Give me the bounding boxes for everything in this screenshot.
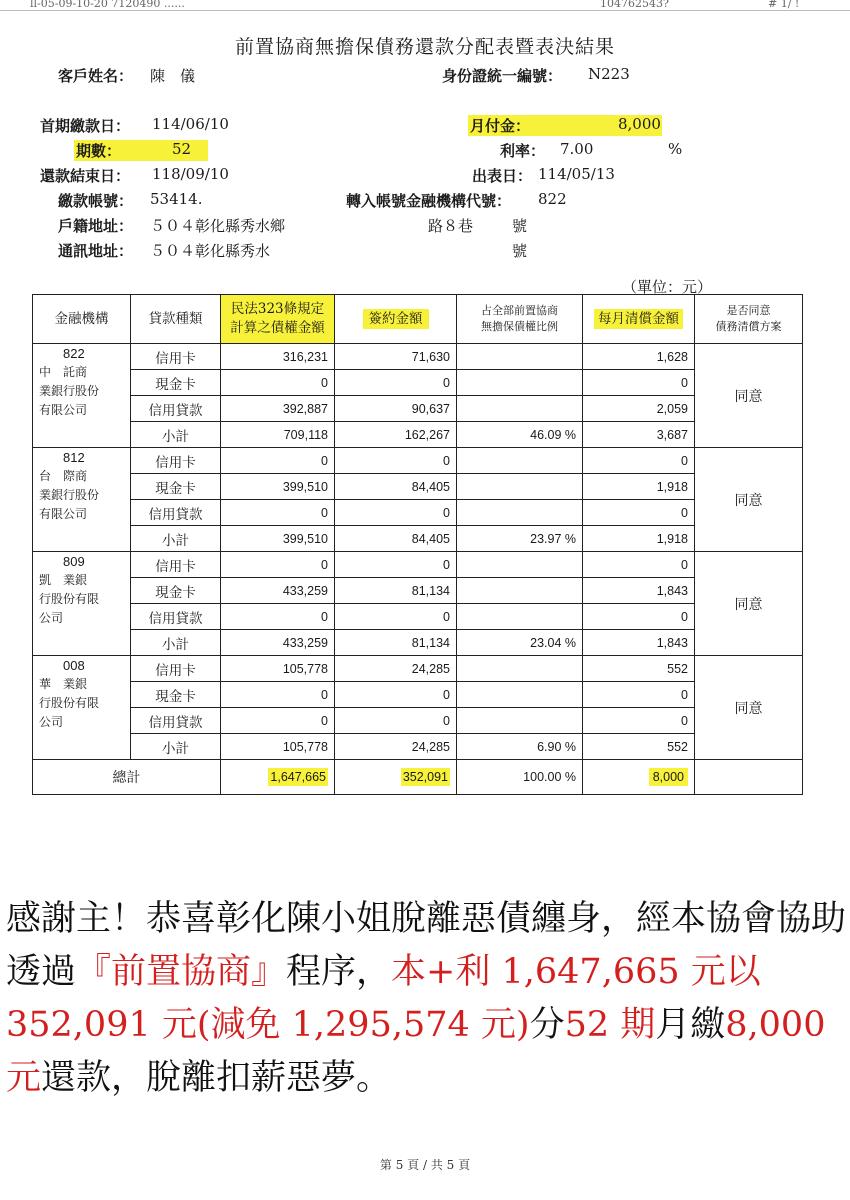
- institution-code: 812: [63, 450, 85, 465]
- col-agree-line1: 是否同意: [726, 304, 771, 317]
- col-claim-line2: 計算之債權金額: [230, 320, 325, 336]
- contract-amount-cell: 0: [335, 604, 457, 630]
- loan-type-cell: 小計: [131, 422, 221, 448]
- claim-amount-cell: 392,887: [221, 396, 335, 422]
- claim-amount-cell: 0: [221, 708, 335, 734]
- claim-amount-cell: 0: [221, 604, 335, 630]
- page-footer: 第 5 頁 / 共 5 頁: [379, 1158, 471, 1172]
- caption-part9: 還款，脫離扣薪惡夢。: [41, 1058, 392, 1098]
- monthly-payment-cell: 1,843: [583, 578, 695, 604]
- loan-type-cell: 信用卡: [131, 344, 221, 370]
- institution-name-line: 業銀行股份: [39, 384, 100, 398]
- monthly-payment-cell: 0: [583, 448, 695, 474]
- claim-amount-cell: 0: [221, 500, 335, 526]
- contract-amount-cell: 0: [335, 682, 457, 708]
- col-contract-amount: [335, 295, 457, 344]
- total-claim-value: 1,647,665: [270, 770, 326, 784]
- col-monthly: [583, 295, 695, 344]
- contract-amount-cell: 90,637: [335, 396, 457, 422]
- claim-amount-cell: 0: [221, 448, 335, 474]
- id-value: N223: [588, 65, 630, 83]
- institution-name-line: 有限公司: [39, 507, 88, 521]
- id-label: 身份證統一編號：: [442, 67, 563, 85]
- institution-name-line: 台 際商: [39, 469, 88, 483]
- mail-address-label: 通訊地址：: [58, 242, 134, 260]
- loan-type-cell: 信用卡: [131, 448, 221, 474]
- contract-amount-cell: 84,405: [335, 526, 457, 552]
- account-label: 繳款帳號：: [58, 192, 134, 210]
- loan-type-cell: 小計: [131, 526, 221, 552]
- loan-type-cell: 信用貸款: [131, 500, 221, 526]
- monthly-payment-cell: 0: [583, 500, 695, 526]
- monthly-payment-cell: 1,628: [583, 344, 695, 370]
- table-row: [33, 734, 803, 760]
- caption-part5: 分: [529, 1005, 565, 1045]
- institution-name-line: 行股份有限: [39, 592, 100, 606]
- contract-amount-cell: 0: [335, 500, 457, 526]
- customer-label: 客戶姓名：: [58, 67, 134, 85]
- table-row: [33, 344, 803, 370]
- loan-type-cell: 小計: [131, 630, 221, 656]
- institution-name-line: 行股份有限: [39, 696, 100, 710]
- claim-amount-cell: 433,259: [221, 630, 335, 656]
- col-monthly-label: 每月清償金額: [594, 309, 683, 329]
- caption-part7: 月繳: [655, 1005, 726, 1045]
- claim-amount-cell: 316,231: [221, 344, 335, 370]
- contract-amount-cell: 0: [335, 370, 457, 396]
- contract-amount-cell: 24,285: [335, 734, 457, 760]
- mail-address-value: ５０４彰化縣秀水: [150, 242, 271, 260]
- col-loan-type: 貸款種類: [131, 295, 221, 344]
- monthly-payment-cell: 0: [583, 708, 695, 734]
- contract-amount-cell: 84,405: [335, 474, 457, 500]
- institution-name-line: 凱 業銀: [39, 573, 88, 587]
- monthly-payment-cell: 0: [583, 552, 695, 578]
- account-value: 53414.: [150, 190, 203, 208]
- loan-type-cell: 現金卡: [131, 474, 221, 500]
- agree-cell: 同意: [695, 552, 803, 656]
- table-row: [33, 578, 803, 604]
- institution-cell: [33, 344, 131, 448]
- monthly-payment-cell: 0: [583, 370, 695, 396]
- loan-type-cell: 信用卡: [131, 656, 221, 682]
- claim-amount-cell: 433,259: [221, 578, 335, 604]
- ratio-cell: [457, 396, 583, 422]
- monthly-payment-cell: 0: [583, 682, 695, 708]
- rate-unit: %: [668, 140, 683, 158]
- total-contract: [335, 760, 457, 795]
- institution-code: 822: [63, 346, 85, 361]
- claim-amount-cell: 0: [221, 370, 335, 396]
- agree-cell: 同意: [695, 344, 803, 448]
- loan-type-cell: 小計: [131, 734, 221, 760]
- col-ratio-line2: 無擔保債權比例: [481, 320, 558, 333]
- ratio-cell: 23.97 %: [457, 526, 583, 552]
- caption-part3: 程序，: [286, 952, 392, 992]
- col-ratio: [457, 295, 583, 344]
- institution-cell: [33, 448, 131, 552]
- loan-type-cell: 信用貸款: [131, 604, 221, 630]
- ratio-cell: [457, 682, 583, 708]
- contract-amount-cell: 0: [335, 708, 457, 734]
- fax-page-mark: # 1/ !: [768, 0, 800, 10]
- institution-name-line: 華 業銀: [39, 677, 88, 691]
- agree-cell: 同意: [695, 448, 803, 552]
- table-header-row: [33, 295, 803, 344]
- col-agree: [695, 295, 803, 344]
- col-institution: 金融機構: [33, 295, 131, 344]
- institution-code: 008: [63, 658, 85, 673]
- customer-value: 陳 儀: [150, 67, 196, 85]
- monthly-payment-cell: 1,843: [583, 630, 695, 656]
- bank-code-label: 轉入帳號金融機構代號：: [346, 192, 512, 210]
- caption-part6: 52 期: [564, 1005, 656, 1045]
- total-contract-value: 352,091: [402, 770, 448, 784]
- ratio-cell: [457, 604, 583, 630]
- ratio-cell: [457, 370, 583, 396]
- ratio-cell: [457, 500, 583, 526]
- caption-part2: 『前置協商』: [76, 952, 287, 992]
- table-row: [33, 630, 803, 656]
- end-date-label: 還款結束日：: [40, 167, 131, 185]
- total-monthly: [583, 760, 695, 795]
- first-pay-value: 114/06/10: [152, 115, 229, 133]
- institution-cell: [33, 552, 131, 656]
- claim-amount-cell: 709,118: [221, 422, 335, 448]
- col-agree-line2: 債務清償方案: [715, 320, 782, 333]
- loan-type-cell: 現金卡: [131, 578, 221, 604]
- testimonial-caption: [6, 893, 846, 1105]
- monthly-payment-cell: 552: [583, 734, 695, 760]
- mail-address-tail: 號: [512, 242, 528, 260]
- claim-amount-cell: 0: [221, 552, 335, 578]
- document-title: 前置協商無擔保債務還款分配表暨表決結果: [234, 36, 615, 58]
- contract-amount-cell: 0: [335, 448, 457, 474]
- total-ratio: 100.00 %: [457, 760, 583, 795]
- table-body: [33, 344, 803, 760]
- monthly-payment-cell: 552: [583, 656, 695, 682]
- contract-amount-cell: 0: [335, 552, 457, 578]
- institution-name-line: 中 託商: [39, 365, 88, 379]
- loan-type-cell: 信用貸款: [131, 396, 221, 422]
- table-row: [33, 656, 803, 682]
- ratio-cell: [457, 552, 583, 578]
- fax-header-right: 104762543?: [600, 0, 669, 10]
- claim-amount-cell: 105,778: [221, 734, 335, 760]
- monthly-pay-label: 月付金：: [470, 117, 531, 135]
- ratio-cell: [457, 344, 583, 370]
- total-agree-empty: [695, 760, 803, 795]
- ratio-cell: [457, 448, 583, 474]
- issue-date-label: 出表日：: [472, 167, 533, 185]
- claim-amount-cell: 105,778: [221, 656, 335, 682]
- col-contract-label: 簽約金額: [363, 309, 429, 329]
- contract-amount-cell: 81,134: [335, 630, 457, 656]
- monthly-payment-cell: 2,059: [583, 396, 695, 422]
- rate-value: 7.00: [560, 140, 594, 158]
- table-row: [33, 448, 803, 474]
- institution-name-line: 業銀行股份: [39, 488, 100, 502]
- table-row: [33, 526, 803, 552]
- ratio-cell: 6.90 %: [457, 734, 583, 760]
- first-pay-label: 首期繳款日：: [40, 117, 131, 135]
- table-row: [33, 474, 803, 500]
- institution-name-line: 公司: [39, 611, 64, 625]
- col-ratio-line1: 占全部前置協商: [481, 304, 558, 317]
- col-claim-line1: 民法323條規定: [230, 301, 325, 317]
- reg-address-no: 號: [512, 217, 528, 235]
- periods-label: 期數：: [76, 142, 122, 160]
- reg-address-value: ５０４彰化縣秀水鄉: [150, 217, 286, 235]
- institution-name-line: 公司: [39, 715, 64, 729]
- ratio-cell: 46.09 %: [457, 422, 583, 448]
- monthly-pay-value: 8,000: [618, 115, 661, 133]
- caption-part8: 8,000 元: [6, 1005, 826, 1098]
- total-claim: [221, 760, 335, 795]
- table-row: [33, 552, 803, 578]
- fax-header-left: ll-05-09-10-20 7120490 ......: [30, 0, 185, 10]
- reg-address-tail: 路８巷: [428, 217, 474, 235]
- claim-amount-cell: 399,510: [221, 474, 335, 500]
- agree-cell: 同意: [695, 656, 803, 760]
- table-row: [33, 422, 803, 448]
- table-row: [33, 500, 803, 526]
- claim-amount-cell: 0: [221, 682, 335, 708]
- loan-type-cell: 信用貸款: [131, 708, 221, 734]
- rate-label: 利率：: [500, 142, 546, 160]
- unit-label: （單位：元）: [622, 278, 713, 296]
- bank-code-value: 822: [538, 190, 567, 208]
- total-monthly-value: 8,000: [649, 768, 688, 786]
- loan-type-cell: 現金卡: [131, 370, 221, 396]
- table-row: [33, 396, 803, 422]
- institution-cell: [33, 656, 131, 760]
- monthly-payment-cell: 3,687: [583, 422, 695, 448]
- monthly-payment-cell: 1,918: [583, 474, 695, 500]
- periods-value: 52: [172, 140, 192, 158]
- contract-amount-cell: 71,630: [335, 344, 457, 370]
- table-row: [33, 370, 803, 396]
- claim-amount-cell: 399,510: [221, 526, 335, 552]
- ratio-cell: [457, 474, 583, 500]
- reg-address-label: 戶籍地址：: [58, 217, 134, 235]
- table-row: [33, 708, 803, 734]
- contract-amount-cell: 24,285: [335, 656, 457, 682]
- ratio-cell: [457, 578, 583, 604]
- contract-amount-cell: 81,134: [335, 578, 457, 604]
- ratio-cell: 23.04 %: [457, 630, 583, 656]
- monthly-payment-cell: 0: [583, 604, 695, 630]
- issue-date-value: 114/05/13: [538, 165, 615, 183]
- table-row: [33, 604, 803, 630]
- institution-code: 809: [63, 554, 85, 569]
- monthly-payment-cell: 1,918: [583, 526, 695, 552]
- institution-name-line: 有限公司: [39, 403, 88, 417]
- table-row: [33, 682, 803, 708]
- allocation-table: [32, 294, 803, 795]
- loan-type-cell: 現金卡: [131, 682, 221, 708]
- ratio-cell: [457, 656, 583, 682]
- col-claim-amount: [221, 295, 335, 344]
- contract-amount-cell: 162,267: [335, 422, 457, 448]
- total-label: 總計: [33, 760, 221, 795]
- caption-part4: 本+利 1,647,665 元以 352,091 元(減免 1,295,574 元): [6, 952, 761, 1045]
- end-date-value: 118/09/10: [152, 165, 229, 183]
- ratio-cell: [457, 708, 583, 734]
- loan-type-cell: 信用卡: [131, 552, 221, 578]
- total-row: [33, 760, 803, 795]
- caption-part1: 感謝主！恭喜彰化陳小姐脫離惡債纏身，經本協會協助透過: [6, 899, 847, 992]
